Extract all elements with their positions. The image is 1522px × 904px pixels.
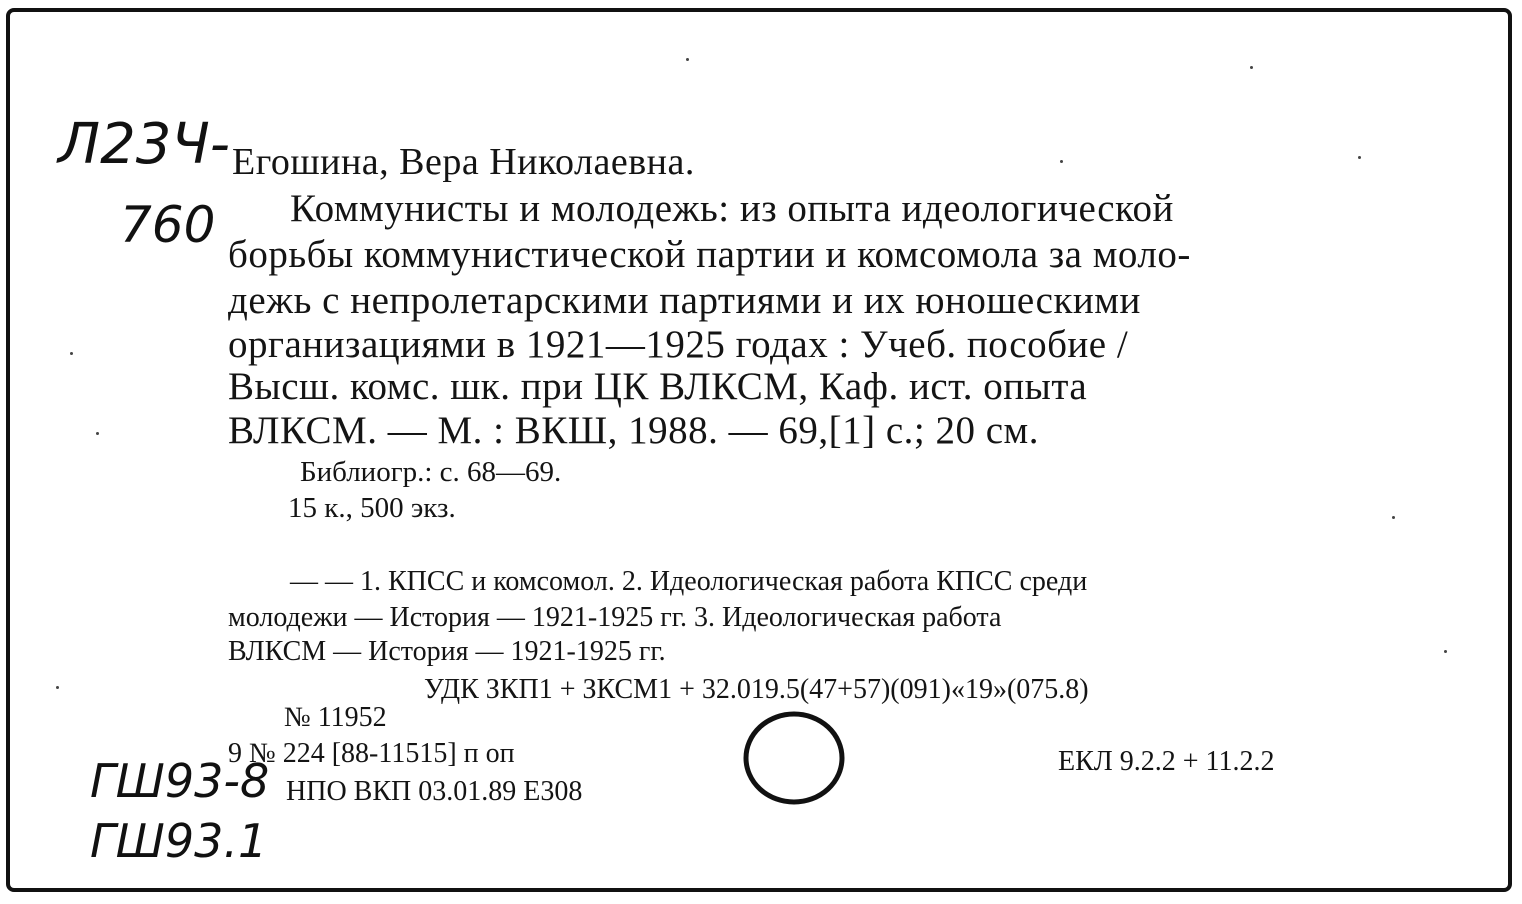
handwritten-note-1: ГШ93-8 — [90, 754, 270, 808]
speck — [1060, 160, 1063, 163]
speck — [56, 686, 59, 689]
record-number: № 11952 — [284, 702, 387, 733]
author-heading: Егошина, Вера Николаевна. — [232, 141, 695, 183]
speck — [686, 58, 689, 61]
speck — [96, 432, 99, 435]
handwritten-shelfmark-bottom: 760 — [120, 196, 216, 254]
speck — [1250, 66, 1253, 69]
description-line-2: борьбы коммунистической партии и комсомола за моло- — [228, 233, 1191, 276]
order-number: 9 № 224 [88-11515] п оп — [228, 738, 515, 769]
handwritten-shelfmark-top: Л23Ч- — [58, 112, 230, 177]
description-line-1: Коммунисты и молодежь: из опыта идеологической — [290, 187, 1174, 230]
speck — [1392, 516, 1395, 519]
price-circulation: 15 к., 500 экз. — [288, 492, 456, 524]
description-line-6: ВЛКСМ. — М. : ВКШ, 1988. — 69,[1] с.; 20 см. — [228, 409, 1039, 452]
description-line-5: Высш. комс. шк. при ЦК ВЛКСМ, Каф. ист. опыта — [228, 365, 1088, 408]
npo-code: НПО ВКП 03.01.89 Е308 — [286, 776, 583, 807]
description-line-3: дежь с непролетарскими партиями и их юношескими — [228, 279, 1141, 322]
stamp-circle-icon — [738, 706, 850, 810]
subject-line-2: молодежи — История — 1921-1925 гг. 3. Идеологическая работа — [228, 602, 1002, 633]
udc-code: УДК ЗКП1 + ЗКСМ1 + 32.019.5(47+57)(091)«19»(075.8) — [424, 674, 1089, 705]
speck — [70, 352, 73, 355]
speck — [1444, 650, 1447, 653]
speck — [1358, 156, 1361, 159]
handwritten-note-2: ГШ93.1 — [90, 814, 268, 868]
subject-line-3: ВЛКСМ — История — 1921-1925 гг. — [228, 636, 666, 667]
bibliography-note: Библиогр.: с. 68—69. — [300, 456, 562, 488]
description-line-4: организациями в 1921—1925 годах : Учеб. пособие / — [228, 323, 1129, 366]
subject-line-1: — — 1. КПСС и комсомол. 2. Идеологическая работа КПСС среди — [290, 566, 1088, 597]
ekl-code: ЕКЛ 9.2.2 + 11.2.2 — [1058, 746, 1275, 777]
